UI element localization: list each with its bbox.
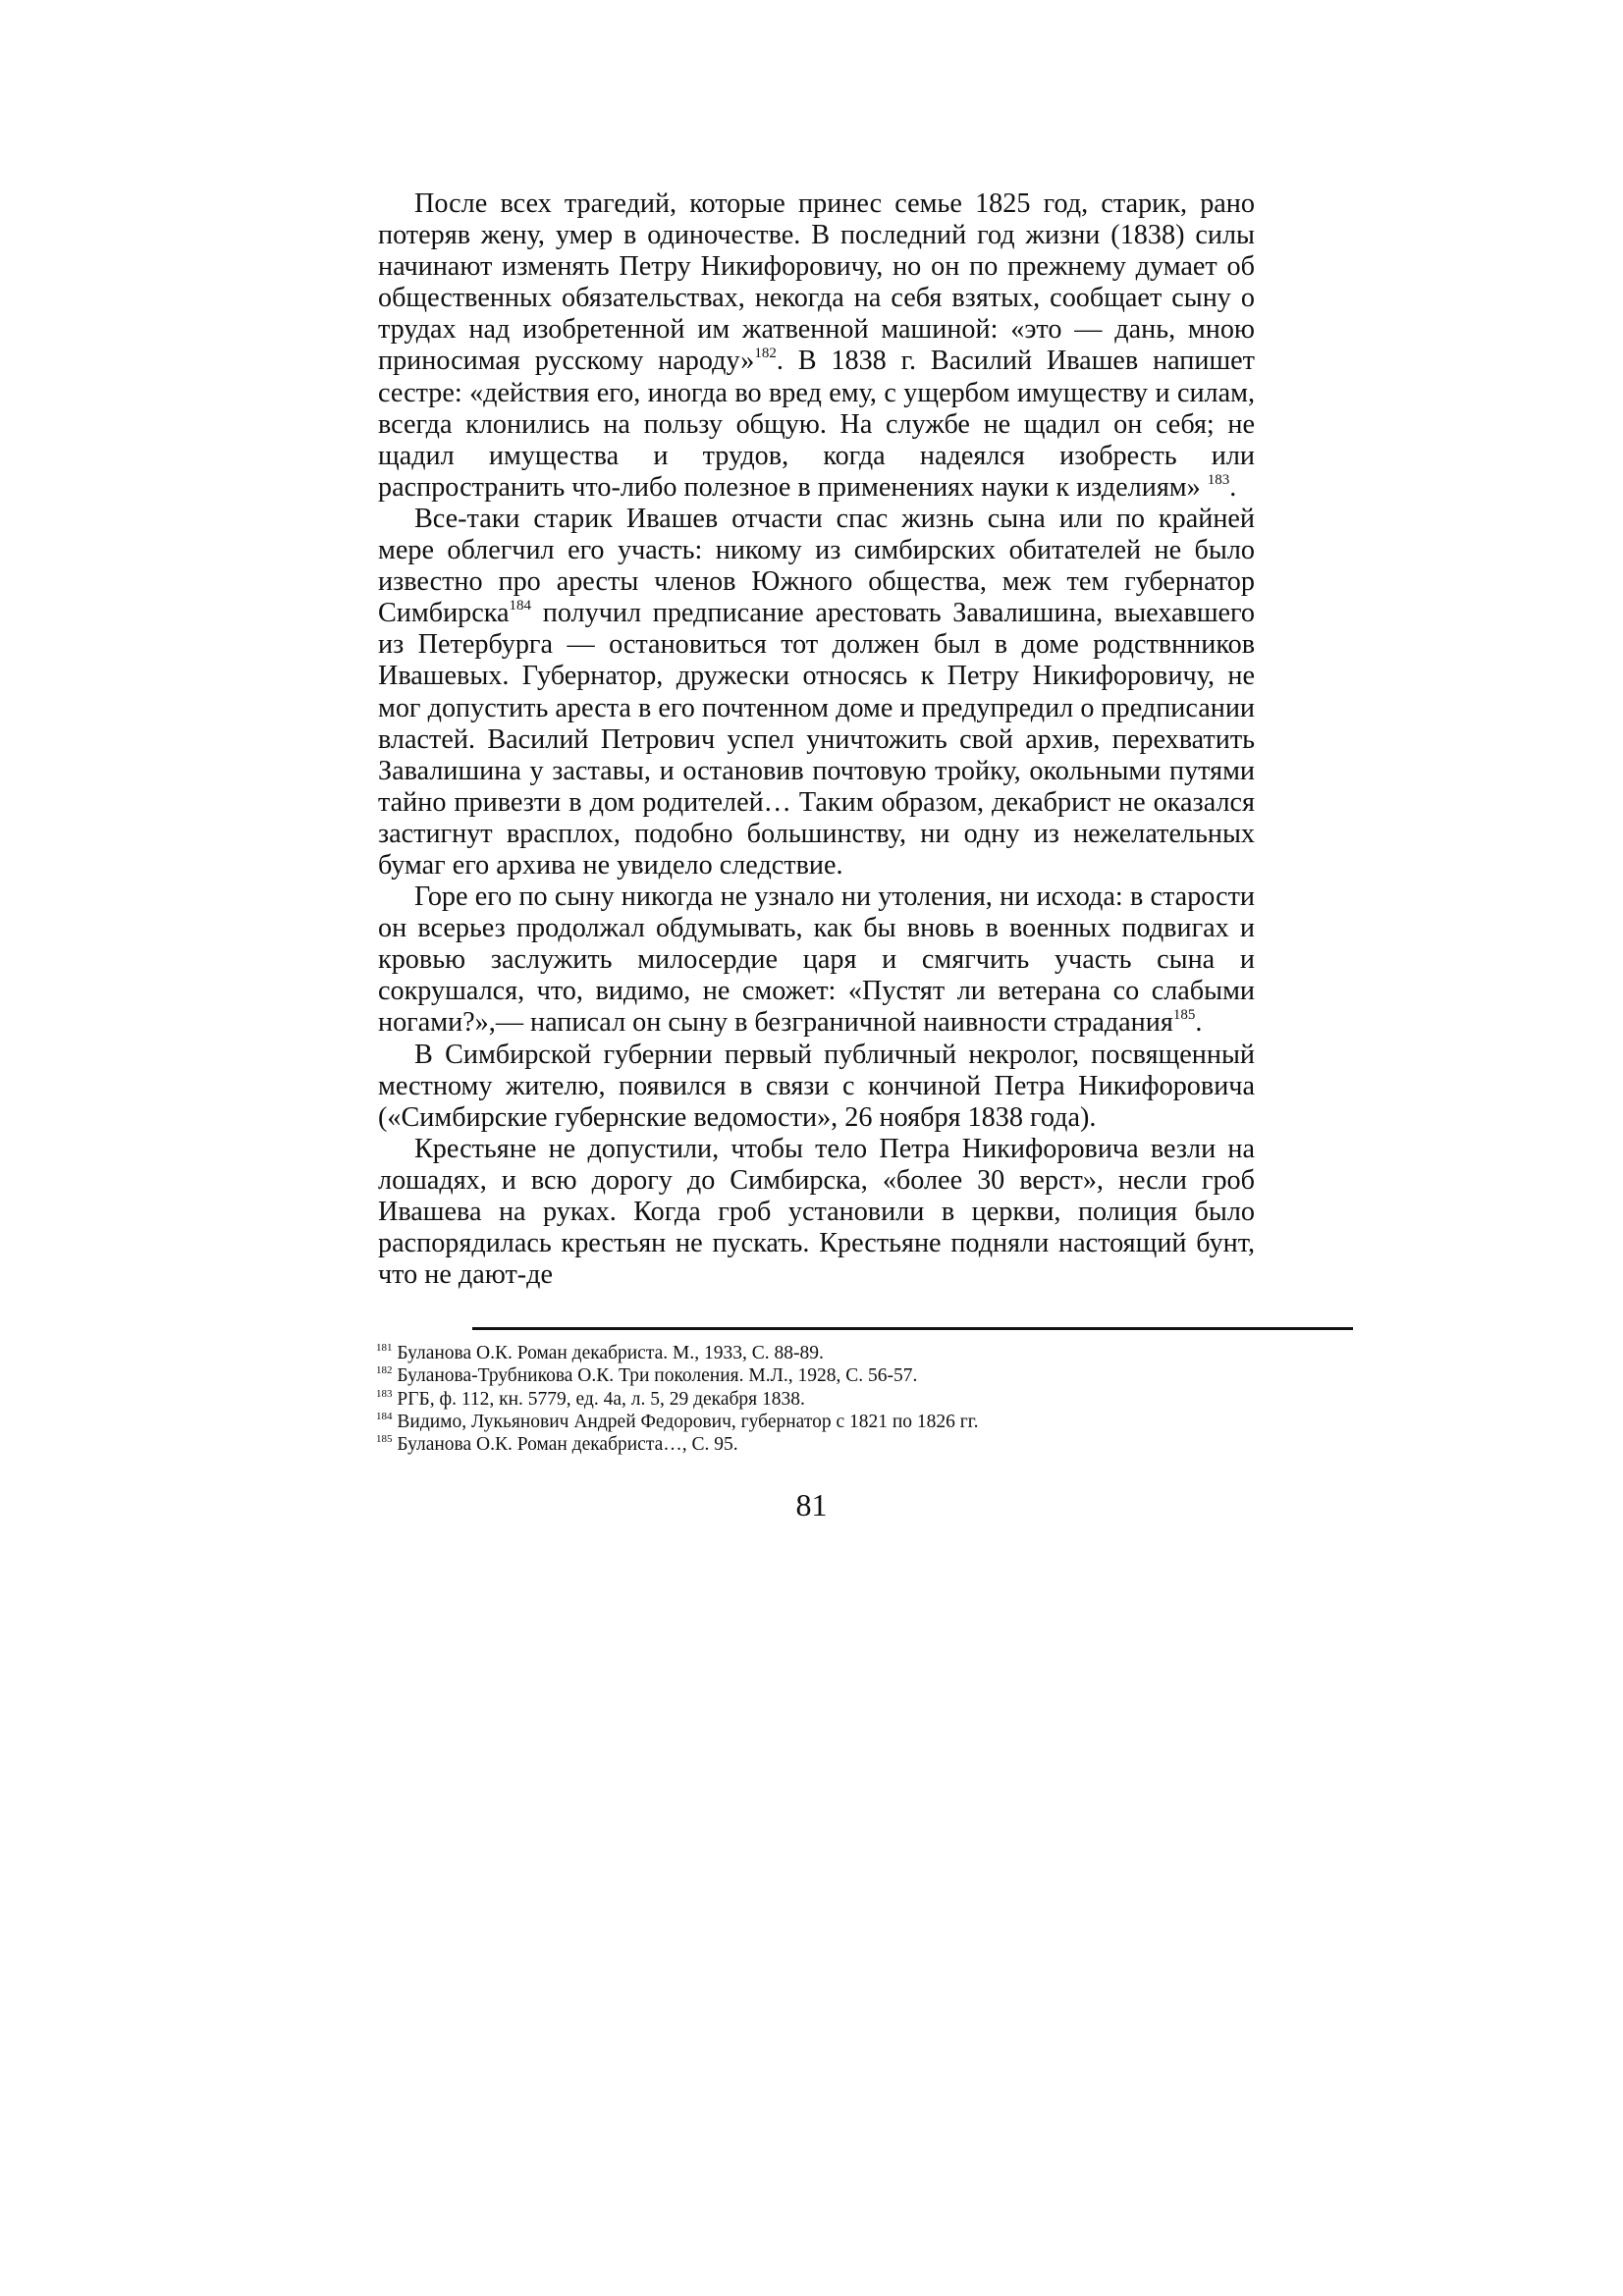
footnote-text: Буланова О.К. Роман декабриста…, С. 95. [392,1434,738,1456]
footnote-text: Видимо, Лукьянович Андрей Федорович, губернатор с 1821 по 1826 гг. [392,1411,979,1432]
paragraph [378,1040,1255,1134]
paragraph-text: Крестьяне не допустили, чтобы тело Петра Никифоровича везли на лошадях, и всю дорогу до Симбирска, «более 30 верст», несли гроб Ивашева на руках. Когда гроб установили в церкви, полиция было распорядилась крестьян не пускать. Крестьяне подняли настоящий бунт, что не дают-де [378,1133,1255,1291]
footnote-text: РГБ, ф. 112, кн. 5779, ед. 4а, л. 5, 29 декабря 1838. [392,1388,805,1410]
paragraph [378,504,1255,881]
footnote-ref[interactable]: 182 [754,346,777,362]
footnote-ref[interactable]: 184 [509,598,532,614]
footnote-item [376,1388,1260,1411]
footnote-ref[interactable]: 185 [1172,1007,1196,1024]
footnote-separator [472,1327,1353,1330]
paragraph-text: . В 1838 г. Василий Ивашев напишет сестре: «действия его, иногда во вред ему, с ущербом имуществу и силам, всегда клонились на пользу общую. На службе не щадил он себя; не щадил имущества и трудов, когда надеялся изобресть или распространить что-либо полезное в применениях науки к изделиям» [378,346,1255,503]
footnote-item [376,1342,1260,1364]
footnote-item [376,1433,1260,1456]
main-text [378,188,1255,1291]
footnotes [376,1342,1260,1456]
paragraph-text: . [1195,1007,1203,1039]
paragraph-text: . [1229,471,1237,503]
footnote-number: 184 [376,1410,393,1422]
footnote-ref[interactable]: 183 [1207,471,1230,488]
paragraph [378,881,1255,1039]
footnote-number: 181 [376,1342,393,1354]
paragraph-text: В Симбирской губернии первый публичный некролог, посвященный местному жителю, появился в связи с кончиной Петра Никифоровича («Симбирские губернские ведомости», 26 ноября 1838 года). [378,1039,1255,1133]
footnote-number: 183 [376,1387,393,1400]
paragraph-text: получил предписание арестовать Завалишина, выехавшего из Петербурга — остановиться тот должен был в доме родствнников Ивашевых. Губернатор, дружески относясь к Петру Никифоровичу, не мог допустить ареста в его почтенном доме и предупредил о предписании властей. Василий Петрович успел уничтожить свой архив, перехватить Завалишина у заставы, и остановив почтовую тройку, окольными путями тайно привезти в дом родителей… Таким образом, декабрист не оказался застигнут врасплох, подобно большинству, ни одну из нежелательных бумаг его архива не увидело следствие. [378,598,1255,881]
footnote-item [376,1411,1260,1433]
footnote-text: Буланова-Трубникова О.К. Три поколения. М.Л., 1928, С. 56-57. [392,1365,918,1387]
paragraph-text: Все-таки старик Ивашев отчасти спас жизнь сына или по крайней мере облегчил его участь: никому из симбирских обитателей не было известно про аресты членов Южного общества, меж тем губернатор Симбирска [378,503,1255,629]
footnote-item [376,1364,1260,1387]
footnote-text: Буланова О.К. Роман декабриста. М., 1933, С. 88-89. [392,1343,824,1363]
page-number: 81 [795,1487,828,1522]
footnote-number: 185 [376,1433,393,1446]
paragraph-text: После всех трагедий, которые принес семье 1825 год, старик, рано потеряв жену, умер в одиночестве. В последний год жизни (1838) силы начинают изменять Петру Никифоровичу, но он по прежнему думает об общественных обязательствах, некогда на себя взятых, сообщает сыну о трудах над изобретенной им жатвенной машиной: «это — дань, мною приносимая русскому народу» [378,188,1255,377]
paragraph [378,1134,1255,1291]
paragraph-text: Горе его по сыну никогда не узнало ни утоления, ни исхода: в старости он всерьез продолжал обдумывать, как бы вновь в военных подвигах и кровью заслужить милосердие царя и смягчить участь сына и сокрушался, что, видимо, не сможет: «Пустят ли ветерана со слабыми ногами?»,— написал он сыну в безграничной наивности страдания [378,881,1255,1039]
footnote-number: 182 [376,1364,393,1377]
paragraph [378,188,1255,504]
